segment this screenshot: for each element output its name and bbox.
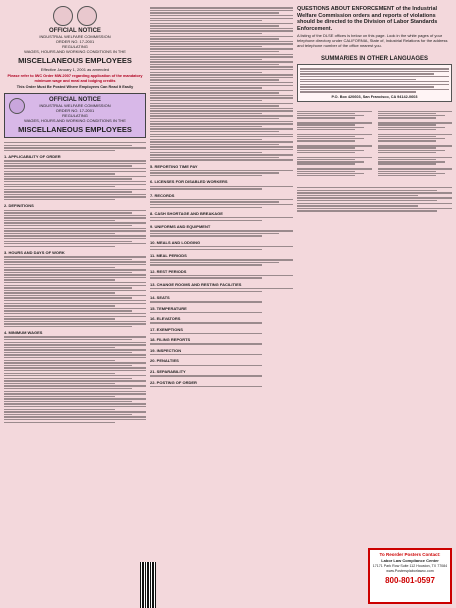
agency-seal-icon bbox=[77, 6, 97, 26]
box-title: OFFICIAL NOTICE bbox=[49, 97, 101, 103]
section-heading: 3. HOURS AND DAYS OF WORK bbox=[4, 250, 65, 256]
state-seal-icon bbox=[53, 6, 73, 26]
section-text bbox=[150, 275, 293, 279]
promo-company: Labor Law Compliance Center bbox=[381, 558, 439, 563]
section-heading: 5. REPORTING TIME PAY bbox=[150, 163, 198, 169]
reorder-promo-box bbox=[368, 548, 452, 604]
promo-website[interactable]: www.Postersplaborlawcc.com bbox=[386, 569, 434, 573]
section-text bbox=[4, 210, 146, 247]
section-text bbox=[150, 333, 293, 334]
section-heading: 13. CHANGE ROOMS AND RESTING FACILITIES bbox=[150, 281, 242, 287]
section-heading: 2. DEFINITIONS bbox=[4, 203, 34, 209]
barcode bbox=[140, 562, 156, 608]
section-heading: 11. MEAL PERIODS bbox=[150, 252, 187, 258]
section-heading: 16. ELEVATORS bbox=[150, 316, 181, 322]
section-text bbox=[150, 199, 293, 208]
dlse-office-list bbox=[297, 110, 452, 177]
section-text bbox=[150, 217, 293, 221]
preamble-text bbox=[4, 142, 146, 151]
section-text bbox=[150, 246, 293, 250]
promo-phone[interactable]: 800-801-0597 bbox=[385, 576, 435, 585]
section-text bbox=[4, 160, 146, 200]
box-subtitle: INDUSTRIAL WELFARE COMMISSION bbox=[39, 103, 111, 108]
section-text bbox=[150, 375, 293, 376]
seal-row bbox=[4, 6, 146, 26]
footer-text bbox=[297, 187, 452, 212]
section-text bbox=[150, 343, 293, 344]
promo-address: 17171 Park Row Suite 112 Houston, TX 77084 bbox=[372, 564, 448, 568]
box-order-no: ORDER NO. 17-2001 bbox=[55, 108, 95, 113]
box-order-name: MISCELLANEOUS EMPLOYEES bbox=[18, 125, 132, 134]
section-heading: 9. UNIFORMS AND EQUIPMENT bbox=[150, 224, 211, 230]
box-whc: WAGES, HOURS AND WORKING CONDITIONS IN THE bbox=[24, 118, 126, 123]
section-text bbox=[150, 301, 293, 302]
summary-address: P.O. Box 420603, San Francisco, CA 94142-0603 bbox=[331, 94, 418, 99]
notice-title: OFFICIAL NOTICE bbox=[49, 28, 101, 34]
section-text bbox=[4, 256, 146, 327]
summaries-box bbox=[297, 64, 452, 102]
agency-line: WAGES, HOURS AND WORKING CONDITIONS IN THE bbox=[24, 49, 126, 54]
section-heading: 6. LICENSES FOR DISABLED WORKERS bbox=[150, 179, 228, 185]
section-text bbox=[150, 186, 293, 190]
enforcement-questions-body: A listing of the DLSE offices is below on this page. Look in the white pages of your telephone directory under CALIFORNIA, State of, Industrial Relations for the address and telephone number of the office nearest you. bbox=[297, 33, 448, 48]
section-heading: 21. SEPARABILITY bbox=[150, 369, 186, 375]
section-text bbox=[150, 288, 293, 292]
effective-date: Effective January 1, 2001 as amended bbox=[40, 67, 110, 72]
section-text bbox=[150, 322, 293, 323]
section-text bbox=[150, 312, 293, 313]
section-heading: 1. APPLICABILITY OF ORDER bbox=[4, 154, 61, 160]
section-text bbox=[4, 336, 146, 422]
section-heading: 10. MEALS AND LODGING bbox=[150, 239, 201, 245]
section-heading: 7. RECORDS bbox=[150, 192, 175, 198]
section-heading: 20. PENALTIES bbox=[150, 358, 179, 364]
section-heading: 17. EXEMPTIONS bbox=[150, 326, 183, 332]
posting-requirement: This Order Must Be Posted Where Employees Can Read It Easily bbox=[16, 85, 134, 89]
section-text bbox=[150, 386, 293, 387]
section-text bbox=[150, 230, 293, 237]
order-title-box bbox=[4, 93, 146, 138]
order-column-1 bbox=[4, 6, 146, 424]
summaries-title: SUMMARIES IN OTHER LANGUAGES bbox=[320, 56, 428, 62]
order-column-2 bbox=[150, 6, 293, 388]
order-title: MISCELLANEOUS EMPLOYEES bbox=[18, 56, 132, 65]
box-seal-icon bbox=[9, 98, 25, 114]
section-text bbox=[150, 170, 293, 177]
section-heading: 12. REST PERIODS bbox=[150, 268, 187, 274]
minimum-wage-notice: Please refer to IWC Order MW-2007 regarding application of the mandatory minimum wage and meal and lodging credits bbox=[7, 74, 143, 83]
agency-line: ORDER NO. 17-2001 bbox=[55, 39, 95, 44]
promo-heading: To Reorder Posters Contact: bbox=[379, 552, 441, 557]
section-text bbox=[150, 365, 293, 366]
section-heading: 22. POSTING OF ORDER bbox=[150, 379, 197, 385]
section-heading: 15. TEMPERATURE bbox=[150, 305, 187, 311]
summary-text bbox=[300, 68, 449, 93]
section-heading: 14. SEATS bbox=[150, 294, 170, 300]
enforcement-questions-title: QUESTIONS ABOUT ENFORCEMENT of the Industrial Welfare Commission orders and reports of violations should be directed to the Division of Labor Standards Enforcement. bbox=[297, 6, 438, 32]
order-header bbox=[4, 6, 146, 89]
section-heading: 4. MINIMUM WAGES bbox=[4, 330, 43, 336]
section-heading: 18. FILING REPORTS bbox=[150, 337, 191, 343]
section-heading: 19. INSPECTION bbox=[150, 347, 182, 353]
box-regulating: REGULATING bbox=[62, 113, 88, 118]
agency-line: REGULATING bbox=[62, 44, 88, 49]
section-text bbox=[150, 7, 293, 161]
order-column-3 bbox=[297, 6, 452, 213]
agency-line: INDUSTRIAL WELFARE COMMISSION bbox=[39, 34, 111, 39]
section-text bbox=[150, 259, 293, 266]
section-text bbox=[150, 354, 293, 355]
section-heading: 8. CASH SHORTAGE AND BREAKAGE bbox=[150, 210, 223, 216]
